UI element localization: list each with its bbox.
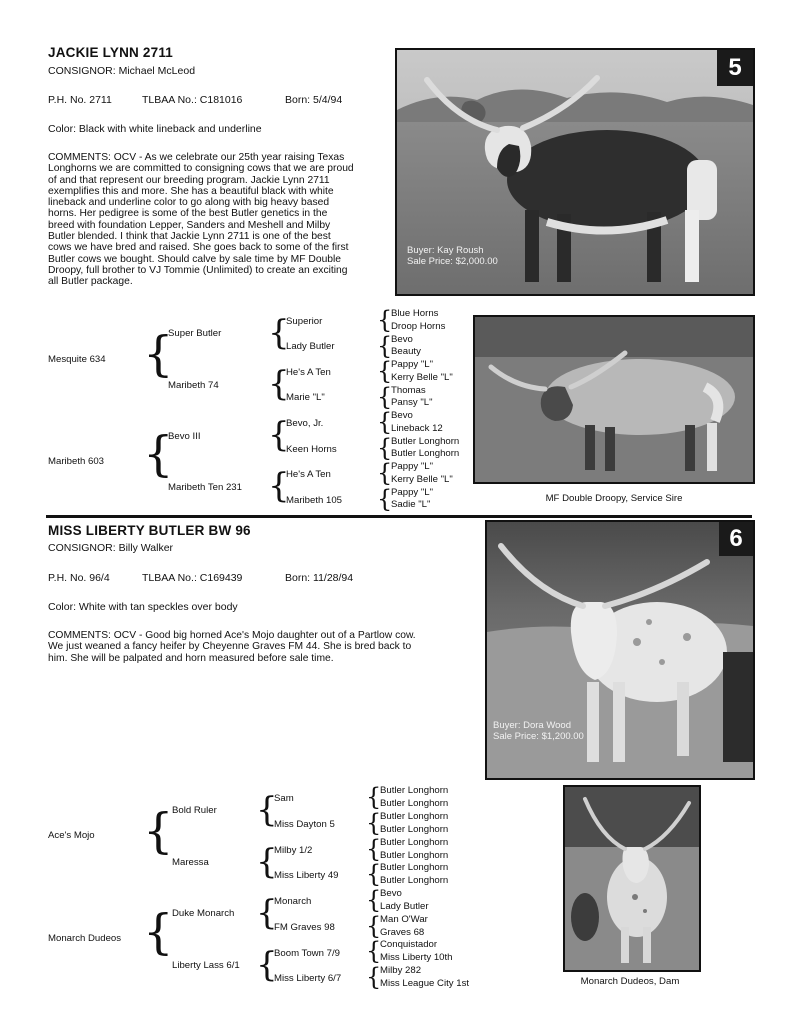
pedigree-gen4: Pappy "L" [391, 461, 434, 472]
pedigree-gen4: Butler Longhorn [380, 811, 449, 822]
lot6-tlbaa-number: TLBAA No.: C169439 [142, 572, 243, 584]
pedigree-brace: { [366, 835, 382, 863]
pedigree-gen3: He's A Ten [286, 469, 331, 480]
pedigree-brace: { [366, 912, 382, 940]
pedigree-gen2: Liberty Lass 6/1 [172, 960, 240, 971]
pedigree-gen4: Thomas [391, 385, 426, 396]
pedigree-gen4: Lady Butler [380, 901, 429, 912]
pedigree-gen2: Super Butler [168, 328, 222, 339]
pedigree-gen4: Sadie "L" [391, 499, 431, 510]
pedigree-brace: { [377, 434, 393, 462]
pedigree-gen4: Butler Longhorn [380, 875, 449, 886]
lot5-buyer: Buyer: Kay Roush Sale Price: $2,000.00 [407, 245, 498, 267]
pedigree-gen4: Pansy "L" [391, 397, 433, 408]
pedigree-gen3: Superior [286, 316, 323, 327]
pedigree-brace: { [377, 408, 393, 436]
pedigree-gen4: Miss League City 1st [380, 978, 470, 989]
pedigree-gen4: Bevo [391, 410, 413, 421]
pedigree-brace: { [143, 803, 174, 859]
pedigree-gen4: Man O'War [380, 914, 428, 925]
pedigree-gen4: Butler Longhorn [391, 448, 460, 459]
pedigree-gen4: Pappy "L" [391, 487, 434, 498]
lot5-color: Color: Black with white lineback and underline [48, 123, 262, 135]
pedigree-gen4: Graves 68 [380, 927, 425, 938]
lot5-comments: COMMENTS: OCV - As we celebrate our 25th year raising Texas Longhorns we are committed to consigning cows that we are proud of and that represent our breeding program. Jackie Lynn 2711 exemplifies this and more. She has a beautiful black with white lineback and underline color to go along with big heavy based horns. Her pedigree is some of the best Butler genetics in the breed with foundation Lepper, Sanders and Meshell and Milby Butler blended. I think that Jackie Lynn 2711 is one of the best cows we have bred and raised. She goes back to some of the first Butler cows we bought. Should calve by sale time by MF Double Droopy, full brother to VJ Tommie (Unlimited) to create an exciting all Butler package. [48, 152, 354, 288]
pedigree-gen4: Beauty [391, 346, 421, 357]
pedigree-gen4: Kerry Belle "L" [391, 474, 453, 485]
pedigree-brace: { [268, 415, 290, 455]
pedigree-gen4: Miss Liberty 10th [380, 952, 453, 963]
lot6-dam-photo [563, 785, 701, 972]
pedigree-brace: { [268, 313, 290, 353]
pedigree-brace: { [377, 357, 393, 385]
lot6-consignor: CONSIGNOR: Billy Walker [48, 542, 174, 554]
lot5-consignor: CONSIGNOR: Michael McLeod [48, 65, 196, 77]
pedigree-gen1: Ace's Mojo [48, 830, 95, 841]
pedigree-gen2: Bold Ruler [172, 805, 217, 816]
lot6-birth-date: Born: 11/28/94 [285, 572, 354, 584]
pedigree-gen3: Miss Dayton 5 [274, 819, 335, 830]
lot6-buyer: Buyer: Dora Wood Sale Price: $1,200.00 [493, 720, 584, 742]
pedigree-gen3: Milby 1/2 [274, 845, 313, 856]
lot5-birth-date: Born: 5/4/94 [285, 94, 343, 106]
pedigree-gen2: Maribeth Ten 231 [168, 482, 242, 493]
pedigree-brace: { [377, 459, 393, 487]
lot6-name: MISS LIBERTY BUTLER BW 96 [48, 523, 251, 538]
pedigree-gen4: Milby 282 [380, 965, 422, 976]
pedigree-gen4: Droop Horns [391, 321, 446, 332]
pedigree-gen3: Miss Liberty 49 [274, 870, 339, 881]
pedigree-brace: { [268, 364, 290, 404]
lot6-number-badge: 6 [719, 522, 753, 556]
pedigree-gen2: Duke Monarch [172, 908, 235, 919]
pedigree-gen3: Keen Horns [286, 444, 337, 455]
pedigree-brace: { [268, 466, 290, 506]
lot6-comments: COMMENTS: OCV - Good big horned Ace's Mojo daughter out of a Partlow cow. We just weaned a fancy heifer by Cheyenne Graves FM 44. She is bred back to him. She will be palpated and horn measured before sale time. [48, 630, 416, 664]
pedigree-brace: { [143, 326, 174, 382]
pedigree-gen1: Monarch Dudeos [48, 933, 122, 944]
pedigree-brace: { [366, 886, 382, 914]
pedigree-gen4: Bevo [391, 334, 413, 345]
lot6-ph-number: P.H. No. 96/4 [48, 572, 110, 584]
pedigree-brace: { [256, 893, 278, 933]
pedigree-gen3: Sam [274, 793, 294, 804]
lot5-sire-photo [473, 315, 755, 484]
pedigree-gen1: Maribeth 603 [48, 456, 104, 467]
pedigree-gen4: Butler Longhorn [380, 862, 449, 873]
pedigree-brace: { [366, 963, 382, 991]
pedigree-gen3: Maribeth 105 [286, 495, 342, 506]
lot5-tlbaa-number: TLBAA No.: C181016 [142, 94, 243, 106]
lot6-color: Color: White with tan speckles over body [48, 601, 238, 613]
pedigree-gen4: Bevo [380, 888, 402, 899]
pedigree-gen2: Maribeth 74 [168, 380, 219, 391]
pedigree-gen4: Butler Longhorn [391, 436, 460, 447]
pedigree-gen3: FM Graves 98 [274, 922, 335, 933]
pedigree-brace: { [377, 306, 393, 334]
pedigree-brace: { [377, 383, 393, 411]
pedigree-gen3: Bevo, Jr. [286, 418, 324, 429]
pedigree-gen4: Butler Longhorn [380, 798, 449, 809]
pedigree-brace: { [366, 809, 382, 837]
pedigree-brace: { [366, 937, 382, 965]
pedigree-gen2: Maressa [172, 857, 209, 868]
pedigree-gen3: Miss Liberty 6/7 [274, 973, 342, 984]
pedigree-gen2: Bevo III [168, 431, 201, 442]
pedigree-gen4: Lineback 12 [391, 423, 443, 434]
lot6-dam-caption: Monarch Dudeos, Dam [580, 976, 680, 987]
pedigree-gen4: Blue Horns [391, 308, 439, 319]
lot5-number-badge: 5 [717, 50, 753, 86]
pedigree-gen4: Butler Longhorn [380, 850, 449, 861]
lot6-photo [485, 520, 755, 780]
pedigree-gen3: Marie "L" [286, 392, 325, 403]
pedigree-brace: { [143, 904, 174, 960]
lot5-name: JACKIE LYNN 2711 [48, 45, 174, 60]
pedigree-brace: { [256, 790, 278, 830]
pedigree-gen4: Butler Longhorn [380, 824, 449, 835]
pedigree-gen1: Mesquite 634 [48, 354, 106, 365]
pedigree-gen4: Butler Longhorn [380, 837, 449, 848]
pedigree-brace: { [256, 945, 278, 985]
pedigree-brace: { [143, 426, 174, 482]
pedigree-brace: { [377, 332, 393, 360]
pedigree-brace: { [366, 860, 382, 888]
pedigree-gen3: Monarch [274, 896, 312, 907]
pedigree-gen4: Pappy "L" [391, 359, 434, 370]
section-divider [46, 515, 752, 518]
pedigree-gen3: Boom Town 7/9 [274, 948, 340, 959]
lot5-photo [395, 48, 755, 296]
pedigree-brace: { [256, 842, 278, 882]
pedigree-gen3: He's A Ten [286, 367, 331, 378]
pedigree-brace: { [377, 485, 393, 513]
pedigree-gen3: Lady Butler [286, 341, 335, 352]
pedigree-gen4: Butler Longhorn [380, 785, 449, 796]
pedigree-gen4: Kerry Belle "L" [391, 372, 453, 383]
pedigree-brace: { [366, 783, 382, 811]
pedigree-gen4: Conquistador [380, 939, 438, 950]
lot5-ph-number: P.H. No. 2711 [48, 94, 112, 106]
lot5-sire-caption: MF Double Droopy, Service Sire [545, 493, 683, 504]
